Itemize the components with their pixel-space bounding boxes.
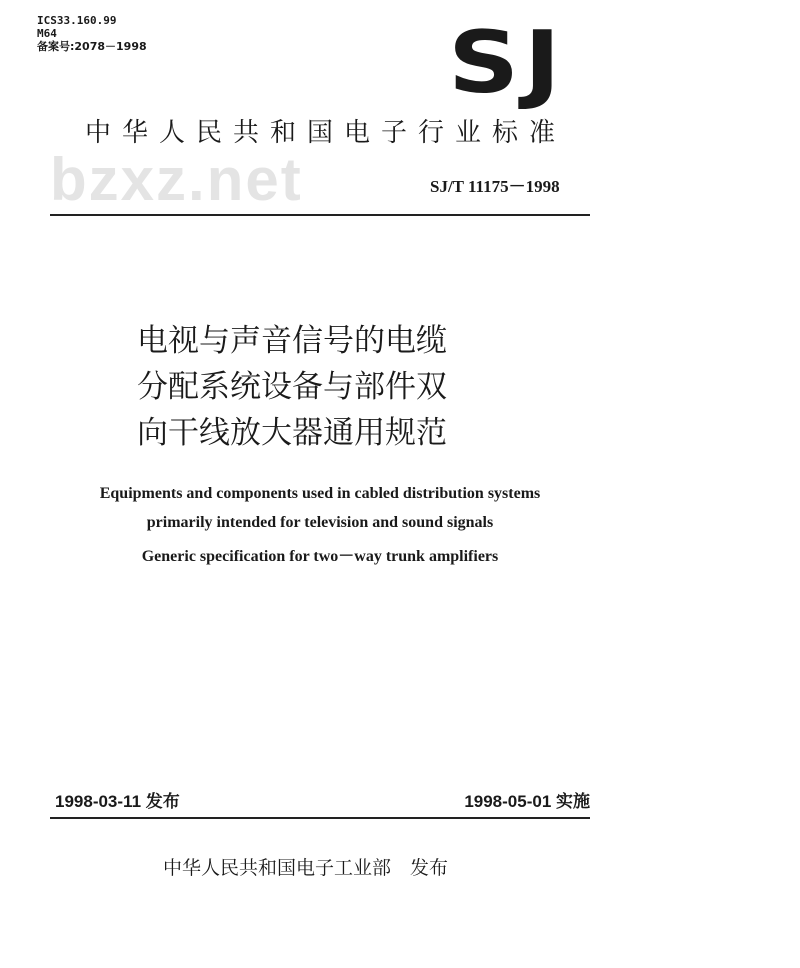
- issue-date: 1998-03-11 发布: [55, 792, 180, 811]
- title-cn-line: 分配系统设备与部件双: [137, 369, 447, 405]
- standard-code: SJ/T 11175－1998: [430, 177, 560, 196]
- title-en-line: primarily intended for television and sound signals: [146, 514, 494, 531]
- title-cn-line: 向干线放大器通用规范: [137, 415, 447, 451]
- standard-category: 中华人民共和国电子行业标准: [85, 118, 567, 148]
- watermark: bzxz.net: [50, 146, 303, 213]
- ics-number: ICS33.160.99: [37, 14, 117, 27]
- publisher: 中华人民共和国电子工业部 发布: [163, 857, 449, 879]
- divider: [50, 817, 590, 819]
- implement-date: 1998-05-01 实施: [464, 792, 590, 811]
- title-en-line: Generic specification for two－way trunk amplifiers: [141, 548, 499, 565]
- title-en-line: Equipments and components used in cabled distribution systems: [99, 485, 541, 502]
- classification-code: M64: [37, 27, 57, 40]
- title-cn-line: 电视与声音信号的电缆: [137, 323, 447, 359]
- record-number: 备案号:2078－1998: [37, 40, 147, 53]
- divider: [50, 214, 590, 216]
- sj-logo: SJ: [448, 13, 566, 113]
